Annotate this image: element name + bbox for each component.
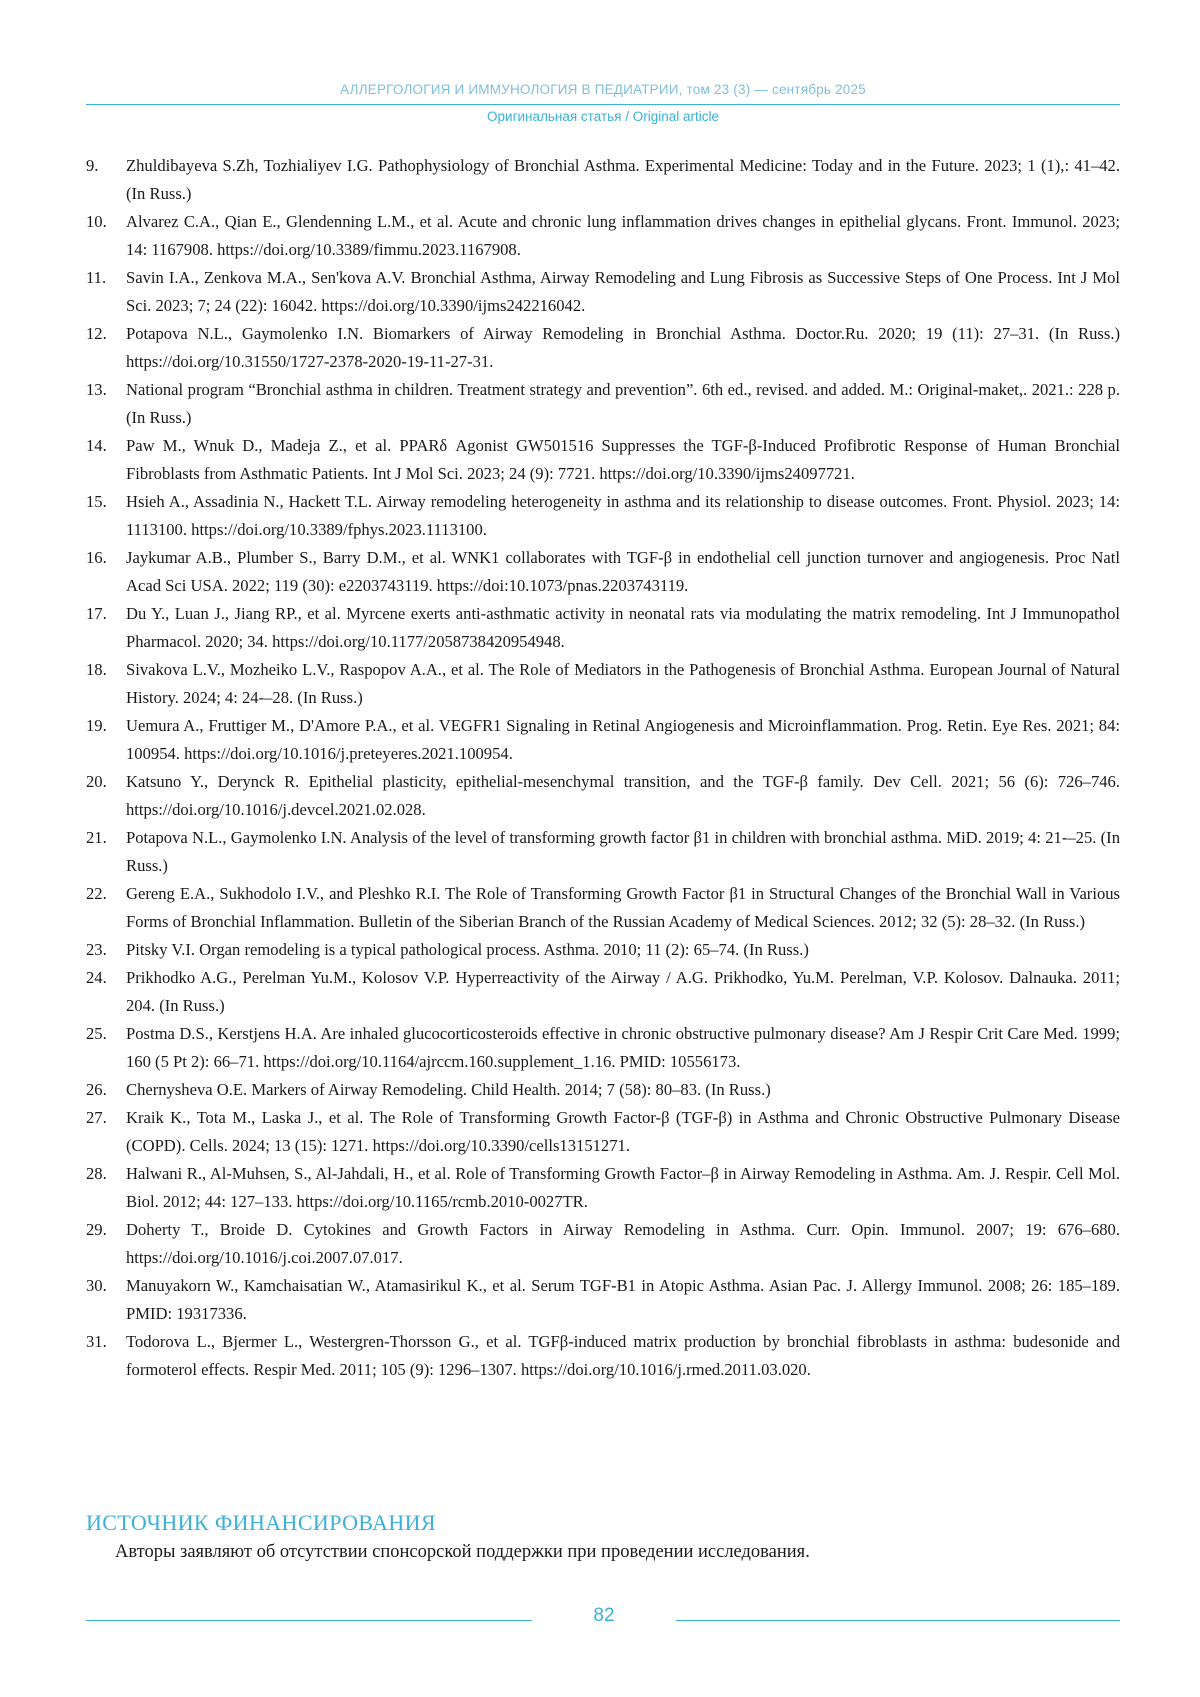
reference-item	[86, 376, 1120, 432]
reference-text: Doherty T., Broide D. Cytokines and Growth Factors in Airway Remodeling in Asthma. Curr. Opin. Immunol. 2007; 19: 676–680. https://doi.org/10.1016/j.coi.2007.07.017.	[126, 1220, 1120, 1267]
reference-text: Prikhodko A.G., Perelman Yu.M., Kolosov V.P. Hyperreactivity of the Airway / A.G. Prikhodko, Yu.M. Perelman, V.P. Kolosov. Dalnauka. 2011; 204. (In Russ.)	[126, 968, 1120, 1015]
reference-number: 27.	[86, 1108, 107, 1127]
reference-number: 22.	[86, 884, 107, 903]
reference-number: 24.	[86, 968, 107, 987]
reference-number: 10.	[86, 212, 107, 231]
reference-item	[86, 544, 1120, 600]
reference-number: 28.	[86, 1164, 107, 1183]
reference-text: Zhuldibayeva S.Zh, Tozhialiyev I.G. Pathophysiology of Bronchial Asthma. Experimental Medicine: Today and in the Future. 2023; 1 (1),: 41–42. (In Russ.)	[126, 156, 1120, 203]
reference-item	[86, 1272, 1120, 1328]
reference-item	[86, 936, 1120, 964]
reference-list	[86, 152, 1120, 1384]
reference-item	[86, 320, 1120, 376]
funding-statement: Авторы заявляют об отсутствии спонсорской поддержки при проведении исследования.	[115, 1542, 810, 1562]
reference-item	[86, 208, 1120, 264]
reference-text: Postma D.S., Kerstjens H.A. Are inhaled glucocorticosteroids effective in chronic obstructive pulmonary disease? Am J Respir Crit Care Med. 1999; 160 (5 Pt 2): 66–71. https://doi.org/10.1164/ajrccm.160.supplement_1.16. PMID: 10556173.	[126, 1024, 1120, 1071]
reference-item	[86, 880, 1120, 936]
reference-text: Sivakova L.V., Mozheiko L.V., Raspopov A.A., et al. The Role of Mediators in the Pathogenesis of Bronchial Asthma. European Journal of Natural History. 2024; 4: 24-–28. (In Russ.)	[126, 660, 1120, 707]
reference-number: 14.	[86, 436, 107, 455]
article-type: Оригинальная статья / Original article	[487, 109, 719, 124]
reference-text: Todorova L., Bjermer L., Westergren-Thorsson G., et al. TGFβ-induced matrix production by bronchial fibroblasts in asthma: budesonide and formoterol effects. Respir Med. 2011; 105 (9): 1296–1307. https://doi.org/10.1016/j.rmed.2011.03.020.	[126, 1332, 1120, 1379]
reference-item	[86, 152, 1120, 208]
reference-item	[86, 824, 1120, 880]
reference-number: 31.	[86, 1332, 107, 1351]
reference-text: Savin I.A., Zenkova M.A., Sen'kova A.V. Bronchial Asthma, Airway Remodeling and Lung Fibrosis as Successive Steps of One Process. Int J Mol Sci. 2023; 7; 24 (22): 16042. https://doi.org/10.3390/ijms242216042.	[126, 268, 1120, 315]
journal-title: АЛЛЕРГОЛОГИЯ И ИММУНОЛОГИЯ В ПЕДИАТРИИ, том 23 (3) — сентябрь 2025	[340, 82, 866, 97]
reference-text: Halwani R., Al-Muhsen, S., Al-Jahdali, H., et al. Role of Transforming Growth Factor–β in Airway Remodeling in Asthma. Am. J. Respir. Cell Mol. Biol. 2012; 44: 127–133. https://doi.org/10.1165/rcmb.2010-0027TR.	[126, 1164, 1120, 1211]
reference-text: Katsuno Y., Derynck R. Epithelial plasticity, epithelial-mesenchymal transition, and the TGF-β family. Dev Cell. 2021; 56 (6): 726–746. https://doi.org/10.1016/j.devcel.2021.02.028.	[126, 772, 1120, 819]
reference-text: Pitsky V.I. Organ remodeling is a typical pathological process. Asthma. 2010; 11 (2): 65–74. (In Russ.)	[126, 940, 809, 959]
reference-text: National program “Bronchial asthma in children. Treatment strategy and prevention”. 6th ed., revised. and added. M.: Original-maket,. 2021.: 228 p. (In Russ.)	[126, 380, 1120, 427]
reference-number: 16.	[86, 548, 107, 567]
header-rule	[86, 104, 1120, 105]
reference-item	[86, 488, 1120, 544]
reference-number: 13.	[86, 380, 107, 399]
reference-number: 19.	[86, 716, 107, 735]
reference-item	[86, 656, 1120, 712]
footer-rule-right	[676, 1620, 1120, 1621]
reference-text: Chernysheva O.E. Markers of Airway Remodeling. Child Health. 2014; 7 (58): 80–83. (In Russ.)	[126, 1080, 771, 1099]
reference-text: Kraik K., Tota M., Laska J., et al. The Role of Transforming Growth Factor-β (TGF-β) in Asthma and Chronic Obstructive Pulmonary Disease (COPD). Cells. 2024; 13 (15): 1271. https://doi.org/10.3390/cells13151271.	[126, 1108, 1120, 1155]
reference-text: Du Y., Luan J., Jiang RP., et al. Myrcene exerts anti-asthmatic activity in neonatal rats via modulating the matrix remodeling. Int J Immunopathol Pharmacol. 2020; 34. https://doi.org/10.1177/2058738420954948.	[126, 604, 1120, 651]
reference-item	[86, 600, 1120, 656]
reference-item	[86, 1160, 1120, 1216]
reference-text: Gereng E.A., Sukhodolo I.V., and Pleshko R.I. The Role of Transforming Growth Factor β1 in Structural Changes of the Bronchial Wall in Various Forms of Bronchial Inflammation. Bulletin of the Siberian Branch of the Russian Academy of Medical Sciences. 2012; 32 (5): 28–32. (In Russ.)	[126, 884, 1120, 931]
reference-item	[86, 432, 1120, 488]
reference-number: 9.	[86, 156, 99, 175]
reference-number: 18.	[86, 660, 107, 679]
reference-number: 15.	[86, 492, 107, 511]
reference-text: Potapova N.L., Gaymolenko I.N. Biomarkers of Airway Remodeling in Bronchial Asthma. Doctor.Ru. 2020; 19 (11): 27–31. (In Russ.) https://doi.org/10.31550/1727-2378-2020-19-11-27-31.	[126, 324, 1120, 371]
reference-number: 12.	[86, 324, 107, 343]
reference-number: 17.	[86, 604, 107, 623]
reference-text: Manuyakorn W., Kamchaisatian W., Atamasirikul K., et al. Serum TGF-B1 in Atopic Asthma. Asian Pac. J. Allergy Immunol. 2008; 26: 185–189. PMID: 19317336.	[126, 1276, 1120, 1323]
reference-item	[86, 1216, 1120, 1272]
reference-text: Jaykumar A.B., Plumber S., Barry D.M., et al. WNK1 collaborates with TGF-β in endothelial cell junction turnover and angiogenesis. Proc Natl Acad Sci USA. 2022; 119 (30): e2203743119. https://doi:10.1073/pnas.2203743119.	[126, 548, 1120, 595]
page-number: 82	[593, 1605, 615, 1626]
reference-item	[86, 1020, 1120, 1076]
funding-heading: ИСТОЧНИК ФИНАНСИРОВАНИЯ	[86, 1510, 437, 1535]
footer-rule-left	[86, 1620, 532, 1621]
reference-item	[86, 964, 1120, 1020]
reference-item	[86, 1104, 1120, 1160]
reference-item	[86, 712, 1120, 768]
reference-number: 29.	[86, 1220, 107, 1239]
reference-text: Hsieh A., Assadinia N., Hackett T.L. Airway remodeling heterogeneity in asthma and its relationship to disease outcomes. Front. Physiol. 2023; 14: 1113100. https://doi.org/10.3389/fphys.2023.1113100.	[126, 492, 1120, 539]
reference-number: 30.	[86, 1276, 107, 1295]
reference-item	[86, 1076, 1120, 1104]
reference-item	[86, 1328, 1120, 1384]
reference-number: 23.	[86, 940, 107, 959]
reference-number: 25.	[86, 1024, 107, 1043]
reference-text: Paw M., Wnuk D., Madeja Z., et al. PPARδ Agonist GW501516 Suppresses the TGF-β-Induced Profibrotic Response of Human Bronchial Fibroblasts from Asthmatic Patients. Int J Mol Sci. 2023; 24 (9): 7721. https://doi.org/10.3390/ijms24097721.	[126, 436, 1120, 483]
reference-item	[86, 768, 1120, 824]
reference-number: 20.	[86, 772, 107, 791]
reference-item	[86, 264, 1120, 320]
reference-number: 21.	[86, 828, 107, 847]
reference-number: 26.	[86, 1080, 107, 1099]
reference-text: Uemura A., Fruttiger M., D'Amore P.A., et al. VEGFR1 Signaling in Retinal Angiogenesis and Microinflammation. Prog. Retin. Eye Res. 2021; 84: 100954. https://doi.org/10.1016/j.preteyeres.2021.100954.	[126, 716, 1120, 763]
reference-text: Potapova N.L., Gaymolenko I.N. Analysis of the level of transforming growth factor β1 in children with bronchial asthma. MiD. 2019; 4: 21-–25. (In Russ.)	[126, 828, 1120, 875]
reference-number: 11.	[86, 268, 107, 287]
reference-text: Alvarez C.A., Qian E., Glendenning L.M., et al. Acute and chronic lung inflammation drives changes in epithelial glycans. Front. Immunol. 2023; 14: 1167908. https://doi.org/10.3389/fimmu.2023.1167908.	[126, 212, 1120, 259]
